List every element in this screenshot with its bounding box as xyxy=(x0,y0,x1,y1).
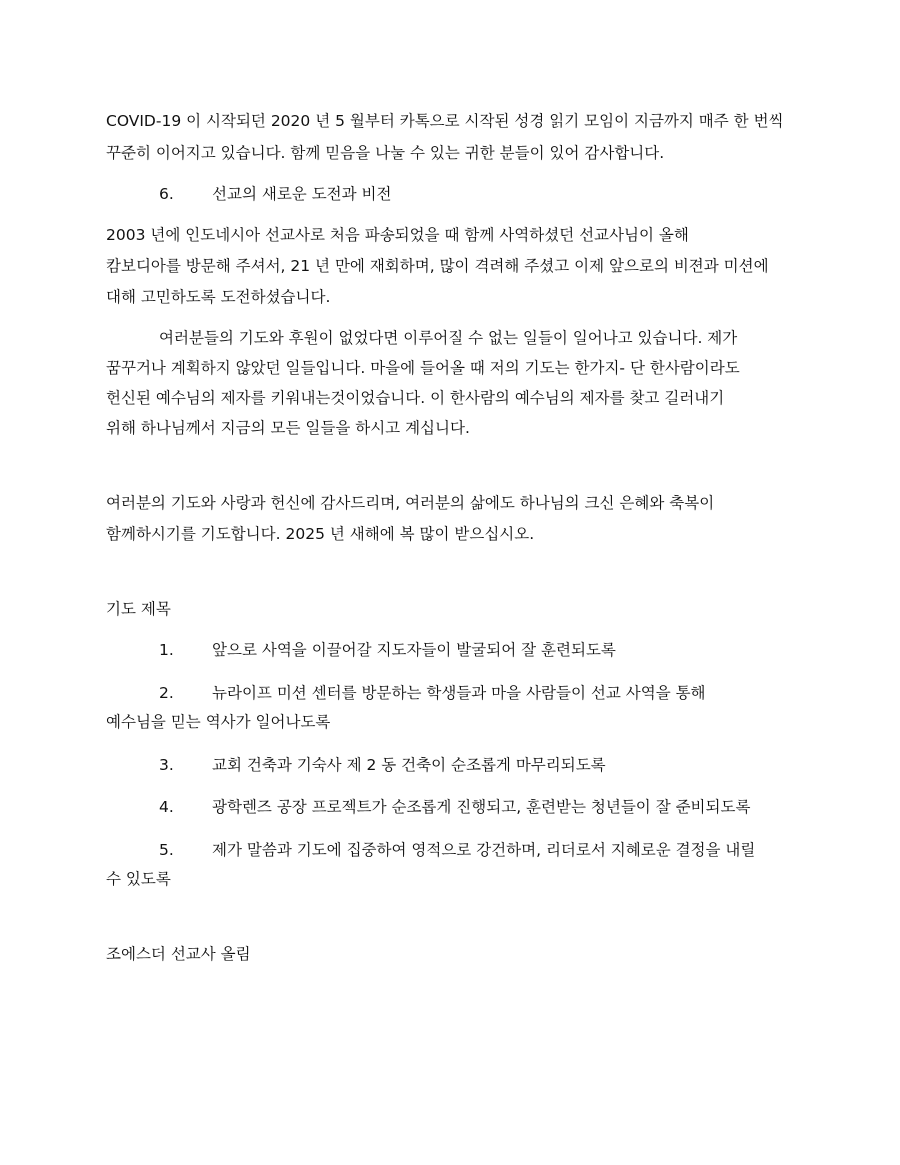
prayer-item-number: 2. xyxy=(159,684,174,702)
prayer-item-number: 4. xyxy=(159,798,174,816)
prayer-item-text: 광학렌즈 공장 프로젝트가 순조롭게 진행되고, 훈련받는 청년들이 잘 준비되도록 xyxy=(212,798,751,816)
prayer-item-text: 제가 말씀과 기도에 집중하여 영적으로 강건하며, 리더로서 지혜로운 결정을 내릴 xyxy=(212,841,756,859)
support-line-2: 꿈꾸거나 계획하지 않았던 일들입니다. 마을에 들어올 때 저의 기도는 한가지- 단 한사람이라도 xyxy=(106,359,740,377)
support-line-3: 헌신된 예수님의 제자를 키워내는것이었습니다. 이 한사람의 예수님의 제자를 찾고 길러내기 xyxy=(106,389,725,407)
prayer-item-continuation: 수 있도록 xyxy=(106,870,171,888)
section-title: 선교의 새로운 도전과 비전 xyxy=(212,185,392,203)
prayer-item-number: 3. xyxy=(159,756,174,774)
thanks-line-2: 함께하시기를 기도합니다. 2025 년 새해에 복 많이 받으십시오. xyxy=(106,525,535,543)
thanks-line-1: 여러분의 기도와 사랑과 헌신에 감사드리며, 여러분의 삶에도 하나님의 크신 은혜와 축복이 xyxy=(106,494,715,512)
prayer-item-number: 1. xyxy=(159,641,174,659)
prayer-heading: 기도 제목 xyxy=(106,600,171,618)
prayer-item-continuation: 예수님을 믿는 역사가 일어나도록 xyxy=(106,713,331,731)
vision-line-3: 대해 고민하도록 도전하셨습니다. xyxy=(106,288,331,306)
intro-line-1: COVID-19 이 시작되던 2020 년 5 월부터 카톡으로 시작된 성경 읽기 모임이 지금까지 매주 한 번씩 xyxy=(106,112,784,130)
prayer-item-text: 뉴라이프 미션 센터를 방문하는 학생들과 마을 사람들이 선교 사역을 통해 xyxy=(212,684,706,702)
support-line-4: 위해 하나님께서 지금의 모든 일들을 하시고 계십니다. xyxy=(106,419,470,437)
intro-line-2: 꾸준히 이어지고 있습니다. 함께 믿음을 나눌 수 있는 귀한 분들이 있어 감사합니다. xyxy=(106,144,665,162)
vision-line-1: 2003 년에 인도네시아 선교사로 처음 파송되었을 때 함께 사역하셨던 선교사님이 올해 xyxy=(106,226,689,244)
support-line-1: 여러분들의 기도와 후원이 없었다면 이루어질 수 없는 일들이 일어나고 있습니다. 제가 xyxy=(159,329,738,347)
section-number: 6. xyxy=(159,185,174,203)
prayer-item-number: 5. xyxy=(159,841,174,859)
prayer-item-text: 앞으로 사역을 이끌어갈 지도자들이 발굴되어 잘 훈련되도록 xyxy=(212,641,616,659)
signature: 조에스더 선교사 올림 xyxy=(106,945,251,963)
vision-line-2: 캄보디아를 방문해 주셔서, 21 년 만에 재회하며, 많이 격려해 주셨고 이제 앞으로의 비젼과 미션에 xyxy=(106,257,769,275)
prayer-item-text: 교회 건축과 기숙사 제 2 동 건축이 순조롭게 마무리되도록 xyxy=(212,756,606,774)
